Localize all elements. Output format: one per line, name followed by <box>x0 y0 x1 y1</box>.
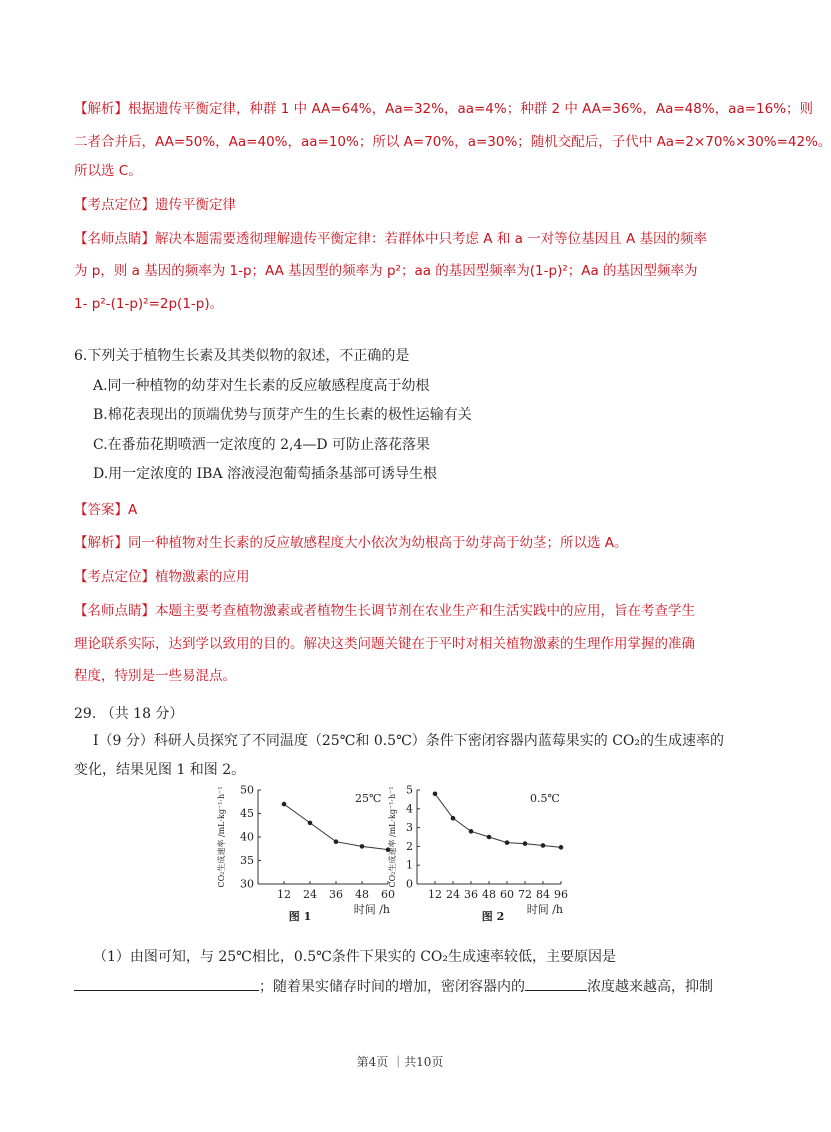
data-point <box>469 829 474 834</box>
y-tick-label: 50 <box>240 783 254 797</box>
option-c: C.在番茄花期喷洒一定浓度的 2,4—D 可防止落花落果 <box>93 437 431 453</box>
y-tick-label: 4 <box>406 802 413 816</box>
data-point <box>334 839 339 844</box>
x-tick-label: 24 <box>303 888 317 901</box>
data-point <box>487 835 492 840</box>
sub-question-1-text-a: ；随着果实储存时间的增加，密闭容器内的 <box>259 979 525 995</box>
q6-tip-line-2: 理论联系实际，达到学以致用的目的。解决这类问题关键在于平时对相关植物激素的生理作用掌握的准确 <box>74 636 695 652</box>
question-29-intro-1: Ⅰ（9 分）科研人员探究了不同温度（25℃和 0.5℃）条件下密闭容器内蓝莓果实的 CO₂的生成速率的 <box>93 733 724 749</box>
answer-blank-2[interactable] <box>525 976 587 991</box>
data-point <box>559 845 564 850</box>
y-tick-label: 3 <box>406 821 413 835</box>
analysis-line-3: 所以选 C。 <box>74 163 142 179</box>
sub-question-1-line-2 <box>74 976 713 996</box>
y-tick-label: 0 <box>406 877 413 891</box>
data-point <box>523 841 528 846</box>
data-point <box>541 843 546 848</box>
q6-analysis: 【解析】同一种植物对生长素的反应敏感程度大小依次为幼根高于幼芽高于幼茎；所以选 A。 <box>74 535 628 551</box>
q6-tip-line-3: 程度，特别是一些易混点。 <box>74 668 236 684</box>
page-footer: 第4页 ｜共10页 <box>356 1055 444 1069</box>
figure-1-chart <box>210 780 395 930</box>
x-axis-label: 时间 /h <box>526 903 563 916</box>
data-point <box>433 791 438 796</box>
data-point <box>308 821 313 826</box>
y-axis-label: CO₂生成速率 /mL·kg⁻¹·h⁻¹ <box>217 786 226 888</box>
y-tick-label: 35 <box>240 854 254 867</box>
y-tick-label: 2 <box>406 839 413 853</box>
y-axis-label: CO₂生成速率 /mL·kg⁻¹·h⁻¹ <box>388 786 397 888</box>
sub-question-1-text-b: 浓度越来越高，抑制 <box>587 979 713 995</box>
chart-title: 25℃ <box>355 792 382 805</box>
x-tick-label: 60 <box>381 888 395 901</box>
x-tick-label: 36 <box>329 888 343 901</box>
chart-title: 0.5℃ <box>530 792 560 805</box>
knowledge-point: 【考点定位】遗传平衡定律 <box>74 197 236 213</box>
data-point <box>505 840 510 845</box>
option-d: D.用一定浓度的 IBA 溶液浸泡葡萄插条基部可诱导生根 <box>93 466 438 482</box>
figure-caption: 图 2 <box>481 910 505 923</box>
x-tick-label: 48 <box>355 888 369 901</box>
analysis-line-1: 【解析】根据遗传平衡定律，种群 1 中 AA=64%，Aa=32%，aa=4%；种群 2 中 AA=36%，Aa=48%，aa=16%；则 <box>74 101 814 117</box>
x-tick-label: 84 <box>536 888 550 901</box>
y-tick-label: 45 <box>240 807 254 820</box>
option-b: B.棉花表现出的顶端优势与顶芽产生的生长素的极性运输有关 <box>93 407 472 423</box>
teacher-tip-line-2: 为 p，则 a 基因的频率为 1-p；AA 基因型的频率为 p²；aa 的基因型频率为(1-p)²；Aa 的基因型频率为 <box>74 263 698 279</box>
teacher-tip-line-3: 1- p²-(1-p)²=2p(1-p)。 <box>74 296 224 312</box>
sub-question-1-line-1: （1）由图可知，与 25℃相比，0.5℃条件下果实的 CO₂生成速率较低，主要原因是 <box>93 949 617 965</box>
y-tick-label: 40 <box>240 830 254 844</box>
y-tick-label: 30 <box>240 877 254 891</box>
option-a: A.同一种植物的幼芽对生长素的反应敏感程度高于幼根 <box>93 378 430 394</box>
question-6-stem: 6.下列关于植物生长素及其类似物的叙述，不正确的是 <box>74 348 410 364</box>
x-tick-label: 48 <box>482 888 496 901</box>
question-29-intro-2: 变化，结果见图 1 和图 2。 <box>74 762 246 778</box>
figure-2-chart <box>385 780 570 930</box>
q6-knowledge-point: 【考点定位】植物激素的应用 <box>74 569 250 585</box>
x-tick-label: 72 <box>518 888 532 901</box>
q6-tip-line-1: 【名师点睛】本题主要考查植物激素或者植物生长调节剂在农业生产和生活实践中的应用，旨在考查学生 <box>74 603 695 619</box>
answer: 【答案】A <box>74 502 138 518</box>
teacher-tip-line-1: 【名师点睛】解决本题需要透彻理解遗传平衡定律：若群体中只考虑 A 和 a 一对等位基因且 A 基因的频率 <box>74 231 707 247</box>
x-tick-label: 12 <box>428 888 442 901</box>
y-tick-label: 1 <box>406 858 413 872</box>
data-point <box>360 844 365 849</box>
x-tick-label: 60 <box>500 888 514 901</box>
x-tick-label: 36 <box>464 888 478 901</box>
x-tick-label: 12 <box>277 888 291 901</box>
y-tick-label: 5 <box>406 783 413 797</box>
question-29-title: 29. （共 18 分） <box>74 706 184 722</box>
analysis-line-2: 二者合并后，AA=50%，Aa=40%，aa=10%；所以 A=70%，a=30%；随机交配后，子代中 Aa=2×70%×30%=42%。 <box>74 134 831 150</box>
x-tick-label: 96 <box>554 888 568 901</box>
x-axis-label: 时间 /h <box>353 903 390 916</box>
figure-caption: 图 1 <box>288 910 312 923</box>
answer-blank-1[interactable] <box>74 976 259 991</box>
data-point <box>451 816 456 821</box>
x-tick-label: 24 <box>446 888 460 901</box>
data-point <box>282 802 287 807</box>
